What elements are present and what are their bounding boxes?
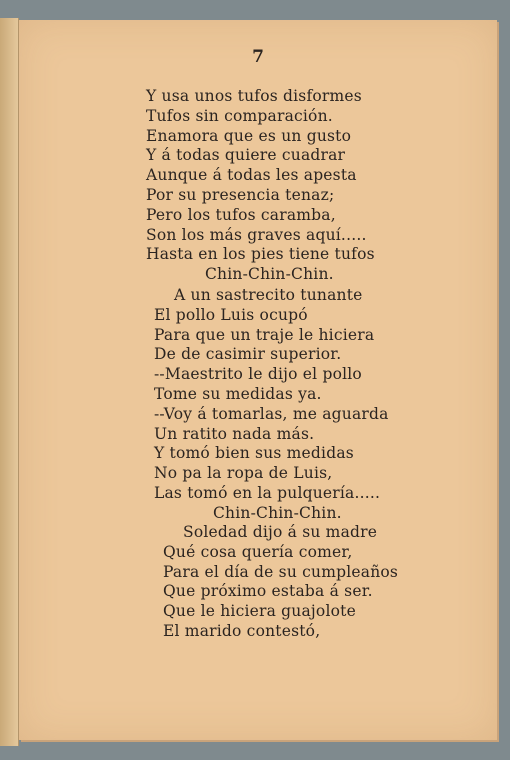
verse-line: Qué cosa quería comer, (163, 542, 353, 561)
verse-line: Para el día de su cumpleaños (163, 562, 399, 581)
verse-line: Aunque á todas les apesta (146, 166, 357, 185)
verse-line: Las tomó en la pulquería..... (154, 483, 381, 502)
refrain-line: Chin-Chin-Chin. (213, 503, 342, 522)
adjacent-page-edge (0, 18, 19, 746)
verse-line: A un sastrecito tunante (174, 286, 363, 304)
verse-line: De de casimir superior. (154, 345, 342, 364)
refrain-line: Chin-Chin-Chin. (205, 265, 334, 284)
verse-line: Tufos sin comparación. (146, 106, 333, 125)
verse-line: Un ratito nada más. (154, 424, 315, 443)
stanza-3 (163, 523, 398, 642)
verse-line: Hasta en los pies tiene tufos (146, 245, 375, 264)
verse-line: Soledad dijo á su madre (183, 523, 378, 541)
verse-line: Son los más graves aquí..... (146, 225, 367, 244)
verse-line: Y á todas quiere cuadrar (146, 146, 346, 165)
verse-line: --Voy á tomarlas, me aguarda (154, 404, 389, 423)
verse-line: Que le hiciera guajolote (163, 602, 356, 621)
verse-line: Que próximo estaba á ser. (163, 582, 373, 601)
verse-line: Por su presencia tenaz; (146, 185, 335, 204)
verse-line: Y tomó bien sus medidas (154, 444, 354, 463)
verse-line: No pa la ropa de Luis, (154, 464, 333, 483)
verse-line: --Maestrito le dijo el pollo (154, 365, 362, 384)
stanza-1 (146, 87, 375, 285)
verse-line: Tome su medidas ya. (154, 384, 322, 403)
verse-line: Enamora que es un gusto (146, 126, 352, 145)
book-page (19, 20, 497, 740)
verse-line: Y usa unos tufos disformes (146, 87, 362, 105)
verse-line: Para que un traje le hiciera (154, 325, 375, 344)
verse-line: Pero los tufos caramba, (146, 205, 336, 224)
verse-line: El pollo Luis ocupó (154, 305, 308, 324)
stanza-2 (154, 286, 389, 524)
verse-line: El marido contestó, (163, 621, 321, 640)
page-number: 7 (252, 47, 264, 67)
